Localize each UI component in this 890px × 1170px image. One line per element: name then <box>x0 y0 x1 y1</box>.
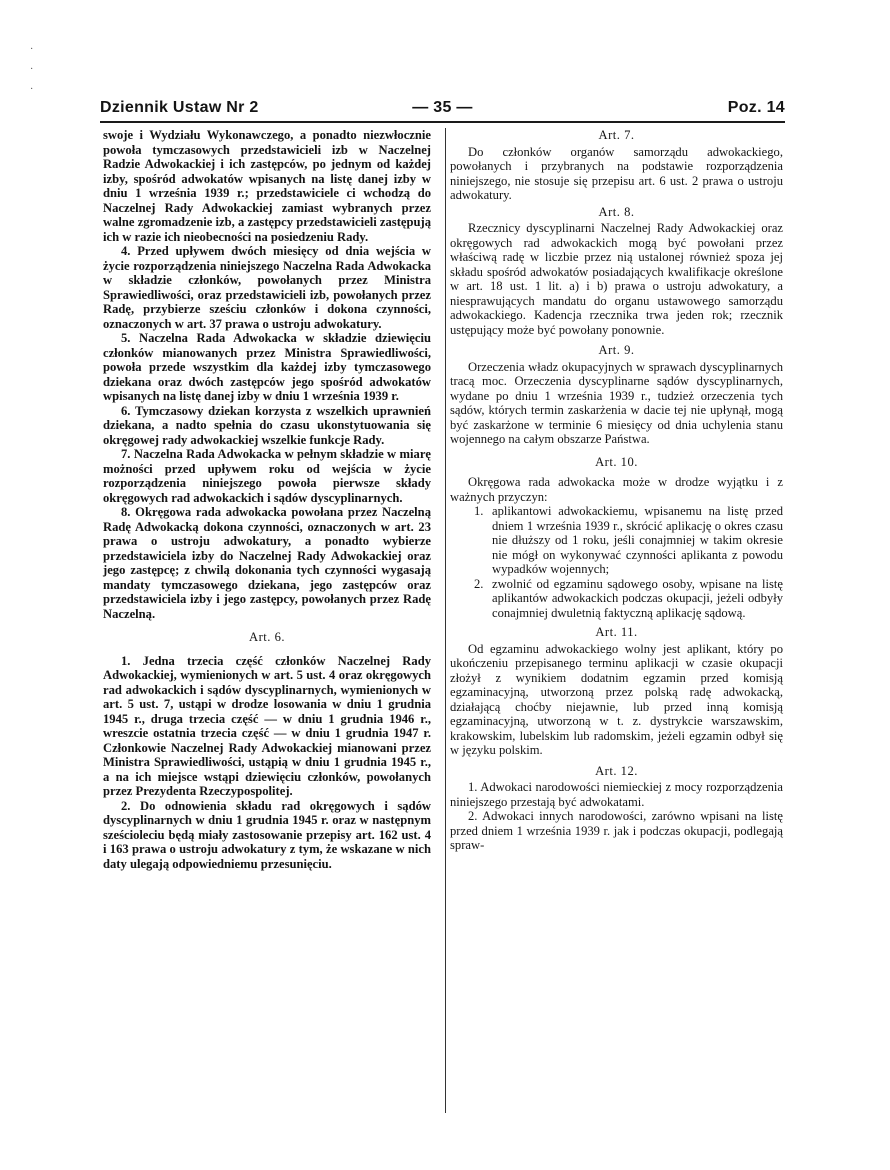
article-7-title: Art. 7. <box>598 128 635 142</box>
article-10-title: Art. 10. <box>595 454 638 469</box>
paragraph-6: 6. Tymczasowy dziekan korzysta z wszelkich uprawnień dziekana, a nadto spełnia do czasu ukonstytuowania się okręgowej rady adwokackiej wszelkie funkcje Rady. <box>103 403 431 447</box>
article-11-text: Od egzaminu adwokackiego wolny jest aplikant, który po ukończeniu przepisanego terminu aplikacji w czasie okupacji złożył z wynikiem dodatnim egzamin przed komisją egzaminacyjną, utworzoną przez polską radę adwokacką, działającą choćby niejawnie, lub przed inną komisją egzaminacyjną, utworzoną w t. z. dystrykcie warszawskim, krakowskim, lubelskim lub radomskim, jeżeli egzamin odbył się w języku polskim. <box>450 641 783 757</box>
article-9-title: Art. 9. <box>598 343 635 357</box>
left-column <box>103 128 431 871</box>
list-number: 1. <box>474 504 484 518</box>
margin-marks: · · · <box>30 44 34 95</box>
article-8-title: Art. 8. <box>598 204 635 219</box>
article-12-paragraph-1: 1. Adwokaci narodowości niemieckiej z mocy rozporządzenia niniejszego przestają być adwokatami. <box>450 780 783 809</box>
page-number: — 35 — <box>412 99 473 116</box>
list-text: zwolnić od egzaminu sądowego osoby, wpisane na listę aplikantów adwokackich podczas okupacji, jeżeli odbyły conajmniej dwuletnią faktyczną aplikację sądową. <box>492 576 783 620</box>
column-divider <box>445 128 446 1113</box>
article-6-paragraph-1: 1. Jedna trzecia część członków Naczelnej Rady Adwokackiej, wymienionych w art. 5 ust. 4 oraz okręgowych rad adwokackich i sądów dyscyplinarnych, wymienionych w art. 5 ust. 7, ustąpi w drodze losowania w dniu 1 grudnia 1945 r., druga trzecia część — w dniu 1 grudnia 1946 r., wreszcie ostatnia trzecia część — w dniu 1 grudnia 1947 r. Członkowie Naczelnej Rady Adwokackiej mianowani przez Ministra Sprawiedliwości, ustąpią w dniu 1 grudnia 1945 r., a na ich miejsce wstąpi dziewięciu członków, powołanych przez Prezydenta Rzeczypospolitej. <box>103 653 431 798</box>
paragraph-continuation: swoje i Wydziału Wykonawczego, a ponadto niezwłocznie powoła tymczasowych przedstawicieli izb w Naczelnej Radzie Adwokackiej i ich zastępców, po jednym od każdej izby, spośród adwokatów wpisanych na listę danej izby w dniu 1 września 1939 r.; przedstawiciele ci wchodzą do Naczelnej Rady Adwokackiej zamiast wybranych przez walne zgromadzenie izb, a zastępcy przedstawicieli zastępują ich w razie ich nieobecności na posiedzeniu Rady. <box>103 128 431 244</box>
article-12-paragraph-2: 2. Adwokaci innych narodowości, zarówno wpisani na listę przed dniem 1 września 1939 r. jak i podczas okupacji, podlegają spraw- <box>450 809 783 852</box>
article-7-text: Do członków organów samorządu adwokackiego, powołanych i przybranych na podstawie rozporządzenia niniejszego, nie stosuje się przepisu art. 6 ust. 2 prawa o ustroju adwokatury. <box>450 144 783 202</box>
paragraph-5: 5. Naczelna Rada Adwokacka w składzie dziewięciu członków mianowanych przez Ministra Sprawiedliwości, powoła przede wszystkim dla każdej izby tymczasowego dziekana oraz dwóch zastępców jego spośród adwokatów wpisanych na listę danej izby w dniu 1 września 1939 r. <box>103 331 431 403</box>
page-header <box>100 99 785 119</box>
list-number: 2. <box>474 576 484 591</box>
header-rule <box>100 121 785 123</box>
paragraph-7: 7. Naczelna Rada Adwokacka w pełnym składzie w miarę możności przed upływem roku od wejścia w życie rozporządzenia niniejszego powoła pierwsze składy okręgowych rad adwokackich i sądów dyscyplinarnych. <box>103 447 431 505</box>
list-text: aplikantowi adwokackiemu, wpisanemu na listę przed dniem 1 września 1939 r., skrócić aplikację o okres czasu nie dłuższy od 1 roku, jeśli conajmniej w takim okresie nie mógł on wykonywać czynności aplikanta z powodu wypadków wojennych; <box>492 504 783 576</box>
article-11-title: Art. 11. <box>595 625 638 639</box>
article-6-paragraph-2: 2. Do odnowienia składu rad okręgowych i sądów dyscyplinarnych w dniu 1 grudnia 1945 r. oraz w następnym sześcioleciu będą miały zastosowanie przepisy art. 162 ust. 4 i 163 prawa o ustroju adwokatury z tym, że wskazane w nich daty ulegają odpowiedniemu przesunięciu. <box>103 798 431 871</box>
position-number: Poz. 14 <box>727 99 785 116</box>
paragraph-4: 4. Przed upływem dwóch miesięcy od dnia wejścia w życie rozporządzenia niniejszego Naczelna Rada Adwokacka w składzie członków, powołanych przez Ministra Sprawiedliwości, oraz przedstawicieli izb, powołanych przez Radę, przybierze sześciu członków i dokona czynności, oznaczonych w art. 37 prawa o ustroju adwokatury. <box>103 244 431 331</box>
paragraph-8: 8. Okręgowa rada adwokacka powołana przez Naczelną Radę Adwokacką dokona czynności, oznaczonych w art. 23 prawa o ustroju adwokatury, a ponadto wybierze przedstawiciela izby do Naczelnej Rady Adwokackiej oraz jego zastępcę; z chwilą dokonania tych czynności wygasają mandaty tymczasowego dziekana, jego zastępców oraz przedstawiciela izby i jego zastępcy, powołanych przez Radę Naczelną. <box>103 505 431 621</box>
article-12-title: Art. 12. <box>595 763 638 778</box>
journal-title: Dziennik Ustaw Nr 2 <box>100 99 259 116</box>
article-10-item <box>450 577 783 621</box>
article-9-text: Orzeczenia władz okupacyjnych w sprawach dyscyplinarnych tracą moc. Orzeczenia dyscyplinarne sądów dyscyplinarnych, wydane po dniu 1 września 1939 r., tudzież orzeczenia tych sądów, których termin zaskarżenia w dacie tej nie upłynął, mogą być zaskarżone w terminie 6 miesięcy od dnia uchylenia stanu wojennego na całym obszarze Państwa. <box>450 359 783 446</box>
article-10-item <box>450 504 783 577</box>
article-10-intro: Okręgowa rada adwokacka może w drodze wyjątku i z ważnych przyczyn: <box>450 475 783 504</box>
article-8-text: Rzecznicy dyscyplinarni Naczelnej Rady Adwokackiej oraz okręgowych rad adwokackich mogą być powołani przez właściwą radę w liczbie przez nią ustalonej również spoza jej składu spośród adwokatów posiadających kwalifikacje określone w art. 18 ust. 1 lit. a) i b) prawa o ustroju adwokatury, a niesprawujących mandatu do organu ustawowego samorządu adwokackiego. Kadencja rzecznika trwa jeden rok; rzecznik ustępujący może być powołany ponownie. <box>450 221 783 337</box>
article-6-title: Art. 6. <box>248 630 286 644</box>
right-column <box>450 128 783 853</box>
